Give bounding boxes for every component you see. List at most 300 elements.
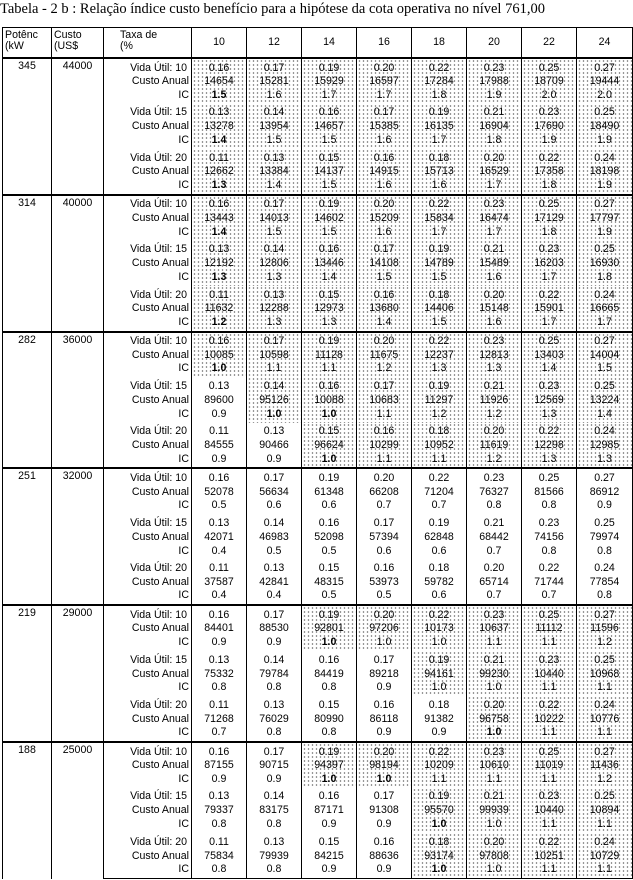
custo-anual-value: 19444 [589,75,620,88]
custo-anual-value: 14013 [259,212,289,225]
value-cell [247,696,302,742]
custo-anual-value: 12813 [479,348,509,361]
value-cell [522,788,577,834]
taxa-value: 0.25 [538,335,560,348]
ic-value: 1.9 [597,179,612,192]
value-stack [192,286,246,331]
value-cell [192,514,247,560]
taxa-value: 0.21 [483,243,505,256]
custo-anual-value: 11596 [590,622,619,635]
value-cell [357,423,412,469]
custo-anual-label: Custo Anual [131,75,189,88]
custo-anual-label: Custo Anual [131,439,189,452]
taxa-value: 0.15 [318,288,340,301]
taxa-value: 0.16 [208,608,230,621]
custo-cell: 29000 [52,605,104,742]
value-cell [412,742,467,788]
vida-util-label: Vida Útil: 10 [130,335,187,348]
value-stack [357,560,411,605]
taxa-value: 0.13 [263,151,285,164]
row-label-cell [104,742,192,788]
taxa-value: 0.24 [594,562,615,575]
custo-anual-value: 18709 [534,75,564,88]
value-cell [357,58,412,104]
taxa-value: 0.23 [483,471,505,484]
taxa-value: 0.15 [318,562,340,575]
value-cell [357,696,412,742]
taxa-value: 0.18 [428,835,450,848]
custo-anual-value: 75332 [204,667,234,680]
value-stack [247,606,301,651]
vida-util-label: Vida Útil: 15 [130,380,187,393]
taxa-value: 0.23 [538,790,560,803]
custo-anual-label: Custo Anual [131,120,189,133]
custo-anual-value: 11297 [424,393,454,406]
value-cell [302,377,357,423]
taxa-value: 0.19 [428,106,450,119]
custo-anual-value: 10173 [424,622,454,635]
value-stack [412,240,466,286]
taxa-value: 0.16 [208,471,230,484]
ic-value: 0.4 [211,544,227,557]
vida-util-label: Vida Útil: 20 [130,425,187,438]
value-cell [577,286,633,332]
value-cell [577,423,633,469]
vida-util-label: Vida Útil: 20 [130,562,187,575]
taxa-value: 0.16 [318,243,340,256]
header-custo [52,28,104,59]
value-stack [302,696,356,741]
custo-anual-value: 10952 [424,439,454,452]
row-label-stack [104,560,191,605]
table-row [3,742,633,788]
custo-anual-value: 15385 [369,120,399,133]
custo-anual-value: 91308 [369,804,399,817]
ic-value: 0.9 [376,726,392,739]
value-cell [192,560,247,606]
value-cell [467,788,522,834]
custo-anual-value: 14789 [424,257,454,270]
ic-value: 1.8 [431,88,447,101]
value-cell [302,104,357,150]
row-label-cell [104,377,192,423]
value-stack [192,333,246,378]
value-stack [577,104,632,150]
value-stack [192,833,246,878]
custo-anual-value: 15929 [314,75,344,88]
ic-value: 0.4 [266,589,282,602]
value-cell [577,149,633,195]
value-cell [192,149,247,195]
value-cell [467,240,522,286]
custo-anual-value: 10440 [534,804,564,817]
value-cell [302,514,357,560]
taxa-value: 0.20 [483,151,505,164]
ic-value: 0.8 [266,818,282,831]
taxa-value: 0.18 [428,425,450,438]
value-cell [522,286,577,332]
taxa-value: 0.13 [263,835,285,848]
custo-anual-value: 13443 [204,212,234,225]
value-stack [467,59,521,104]
header-custo-line2: (US$ [54,40,79,52]
vida-util-label: Vida Útil: 10 [130,198,187,211]
taxa-value: 0.22 [428,745,450,758]
ic-value: 1.6 [376,179,392,192]
taxa-value: 0.22 [428,608,450,621]
ic-value: 0.6 [266,499,282,512]
taxa-value: 0.16 [318,516,340,529]
vida-util-label: Vida Útil: 15 [130,106,187,119]
potencia-cell: 314 [3,195,52,332]
row-label-cell [104,605,192,651]
value-cell [412,58,467,104]
taxa-value: 0.19 [428,516,450,529]
custo-anual-value: 11019 [534,759,564,772]
potencia-cell: 345 [3,58,52,195]
custo-anual-value: 42071 [204,530,234,543]
taxa-value: 0.27 [594,608,615,621]
value-cell [412,423,467,469]
custo-anual-value: 13384 [259,165,289,178]
ic-value: 1.6 [376,134,392,147]
ic-value: 0.7 [211,726,227,739]
ic-label: IC [178,681,189,694]
value-cell [522,423,577,469]
value-cell [577,332,633,378]
value-stack [467,696,521,741]
taxa-value: 0.27 [594,198,615,211]
value-cell [192,468,247,514]
custo-anual-value: 99230 [479,667,509,680]
value-stack [302,104,356,150]
ic-value: 1.2 [486,407,502,420]
value-cell [522,149,577,195]
value-stack [192,104,246,150]
custo-anual-value: 15834 [424,212,454,225]
ic-value: 1.1 [541,681,557,694]
value-stack [577,377,632,423]
vida-util-label: Vida Útil: 10 [130,471,187,484]
row-label-cell [104,696,192,742]
ic-label: IC [178,772,189,785]
custo-anual-value: 10968 [589,667,620,680]
value-stack [357,240,411,286]
value-cell [357,286,412,332]
custo-anual-value: 65714 [479,575,509,588]
custo-anual-value: 68442 [479,530,509,543]
value-cell [522,58,577,104]
value-cell [467,423,522,469]
value-stack [412,833,466,878]
taxa-value: 0.20 [373,471,395,484]
taxa-value: 0.27 [594,471,615,484]
value-stack [522,788,576,834]
custo-anual-value: 66208 [369,485,399,498]
custo-anual-value: 37587 [204,575,234,588]
ic-value: 1.5 [321,179,337,192]
taxa-value: 0.20 [483,835,505,848]
value-stack [357,651,411,697]
value-cell [467,195,522,241]
ic-label: IC [178,407,189,420]
custo-anual-value: 59782 [424,575,454,588]
value-cell [467,58,522,104]
value-cell [302,651,357,697]
ic-value: 1.8 [541,225,557,238]
taxa-value: 0.18 [428,562,450,575]
taxa-value: 0.21 [483,380,505,393]
custo-anual-value: 10637 [479,622,509,635]
value-cell [247,240,302,286]
taxa-value: 0.21 [483,790,505,803]
taxa-value: 0.16 [373,562,395,575]
value-cell [247,58,302,104]
ic-value: 1.7 [431,134,447,147]
taxa-value: 0.23 [538,516,560,529]
taxa-value: 0.22 [538,835,560,848]
value-stack [412,423,466,468]
value-cell [577,104,633,150]
custo-anual-value: 16665 [589,302,620,315]
value-stack [302,651,356,697]
value-stack [522,651,576,697]
ic-value: 1.3 [541,407,557,420]
ic-value: 1.9 [597,225,612,238]
value-cell [357,468,412,514]
custo-anual-value: 12237 [424,348,454,361]
value-cell [577,240,633,286]
value-stack [302,377,356,423]
custo-anual-value: 79337 [204,804,234,817]
header-rate-16: 16 [357,28,412,59]
ic-value: 1.3 [321,315,337,328]
taxa-value: 0.20 [373,608,395,621]
value-cell [467,104,522,150]
ic-value: 1.2 [597,772,612,785]
ic-label: IC [178,179,189,192]
taxa-value: 0.16 [208,335,230,348]
ic-value: 2.0 [597,88,612,101]
value-cell [192,696,247,742]
taxa-value: 0.23 [538,243,560,256]
value-stack [467,606,521,651]
custo-anual-value: 88636 [369,849,399,862]
value-stack [302,149,356,194]
taxa-value: 0.11 [209,151,229,164]
value-stack [192,423,246,468]
value-cell [467,560,522,606]
custo-anual-value: 14915 [369,165,399,178]
vida-util-label: Vida Útil: 15 [130,653,187,666]
row-label-cell [104,195,192,241]
ic-value: 1.3 [431,362,447,375]
ic-value: 1.7 [486,179,502,192]
taxa-value: 0.15 [318,151,340,164]
value-cell [357,195,412,241]
taxa-value: 0.17 [263,61,285,74]
ic-value: 0.8 [321,726,337,739]
value-cell [412,195,467,241]
value-cell [192,651,247,697]
value-stack [522,196,576,241]
value-stack [467,423,521,468]
taxa-value: 0.17 [373,516,395,529]
taxa-value: 0.24 [594,151,615,164]
ic-value: 0.8 [266,863,282,876]
taxa-value: 0.20 [483,288,505,301]
row-label-cell [104,286,192,332]
value-stack [357,606,411,651]
value-stack [467,196,521,241]
ic-value: 2.0 [541,88,557,101]
value-cell [247,286,302,332]
header-row [3,28,633,59]
value-cell [192,833,247,879]
taxa-value: 0.21 [483,106,505,119]
value-cell [577,696,633,742]
custo-anual-value: 16597 [369,75,399,88]
row-label-stack [104,196,191,241]
value-stack [247,333,301,378]
row-label-stack [104,149,191,194]
potencia-cell: 251 [3,468,52,605]
taxa-value: 0.24 [594,425,615,438]
value-cell [412,696,467,742]
custo-anual-value: 10251 [534,849,564,862]
row-label-cell [104,833,192,879]
value-stack [522,696,576,741]
value-stack [522,514,576,560]
taxa-value: 0.25 [538,471,560,484]
custo-cell: 44000 [52,58,104,195]
custo-anual-label: Custo Anual [131,485,189,498]
ic-value: 1.0 [431,636,447,649]
ic-label: IC [178,315,189,328]
table-row [3,58,633,104]
ic-value: 1.0 [486,818,502,831]
value-cell [357,332,412,378]
custo-anual-value: 76029 [259,712,289,725]
ic-value: 1.4 [321,271,337,284]
taxa-value: 0.13 [208,106,230,119]
value-cell [192,104,247,150]
taxa-value: 0.17 [373,790,395,803]
ic-value: 1.8 [541,179,557,192]
taxa-value: 0.23 [538,380,560,393]
custo-anual-value: 13446 [314,257,344,270]
value-stack [577,743,632,788]
taxa-value: 0.25 [594,380,615,393]
custo-anual-value: 95126 [259,393,289,406]
taxa-value: 0.16 [318,380,340,393]
value-cell [577,514,633,560]
custo-cell: 36000 [52,332,104,469]
value-cell [577,195,633,241]
custo-anual-label: Custo Anual [131,712,189,725]
value-stack [467,560,521,605]
custo-anual-value: 61348 [314,485,344,498]
ic-value: 1.0 [211,362,227,375]
custo-anual-value: 12806 [259,257,289,270]
custo-anual-value: 53973 [369,575,399,588]
value-cell [357,149,412,195]
taxa-value: 0.16 [208,198,230,211]
value-cell [247,514,302,560]
value-stack [467,743,521,788]
custo-anual-value: 11436 [590,759,619,772]
value-stack [577,833,632,878]
taxa-value: 0.13 [208,243,230,256]
row-label-stack [104,606,191,651]
value-cell [247,423,302,469]
header-taxa-line1: Taxa de [120,29,158,41]
row-label-stack [104,743,191,788]
custo-anual-label: Custo Anual [131,575,189,588]
custo-anual-value: 10683 [369,393,399,406]
custo-anual-value: 94161 [424,667,454,680]
taxa-value: 0.16 [208,745,230,758]
custo-anual-value: 15713 [424,165,454,178]
taxa-value: 0.14 [263,106,285,119]
custo-anual-value: 13224 [589,393,620,406]
value-cell [302,833,357,879]
taxa-value: 0.18 [428,151,450,164]
ic-value: 1.5 [266,134,282,147]
custo-anual-value: 13680 [369,302,399,315]
custo-anual-value: 48315 [314,575,344,588]
value-cell [522,560,577,606]
custo-anual-label: Custo Anual [131,212,189,225]
value-cell [522,514,577,560]
custo-anual-value: 17358 [534,165,564,178]
custo-anual-label: Custo Anual [131,257,189,270]
value-stack [522,743,576,788]
taxa-value: 0.13 [208,653,230,666]
value-stack [577,240,632,286]
value-cell [467,332,522,378]
custo-anual-value: 12973 [314,302,344,315]
value-cell [302,286,357,332]
taxa-value: 0.23 [483,745,505,758]
value-stack [247,560,301,605]
custo-anual-value: 89218 [369,667,399,680]
value-stack [192,59,246,104]
taxa-value: 0.15 [318,425,340,438]
row-label-stack [104,696,191,741]
taxa-value: 0.17 [373,243,395,256]
value-stack [522,606,576,651]
ic-label: IC [178,362,189,375]
custo-anual-value: 89600 [204,393,234,406]
value-cell [247,560,302,606]
taxa-value: 0.25 [538,198,560,211]
table-row [3,332,633,378]
taxa-value: 0.21 [483,653,505,666]
ic-value: 1.0 [321,452,337,465]
value-cell [522,468,577,514]
custo-anual-value: 12288 [259,302,289,315]
ic-value: 0.9 [211,407,227,420]
row-label-cell [104,240,192,286]
custo-anual-value: 12298 [534,439,564,452]
custo-anual-value: 97808 [479,849,509,862]
ic-value: 1.7 [376,88,392,101]
value-cell [577,377,633,423]
value-cell [247,149,302,195]
taxa-value: 0.22 [538,425,560,438]
value-stack [247,59,301,104]
